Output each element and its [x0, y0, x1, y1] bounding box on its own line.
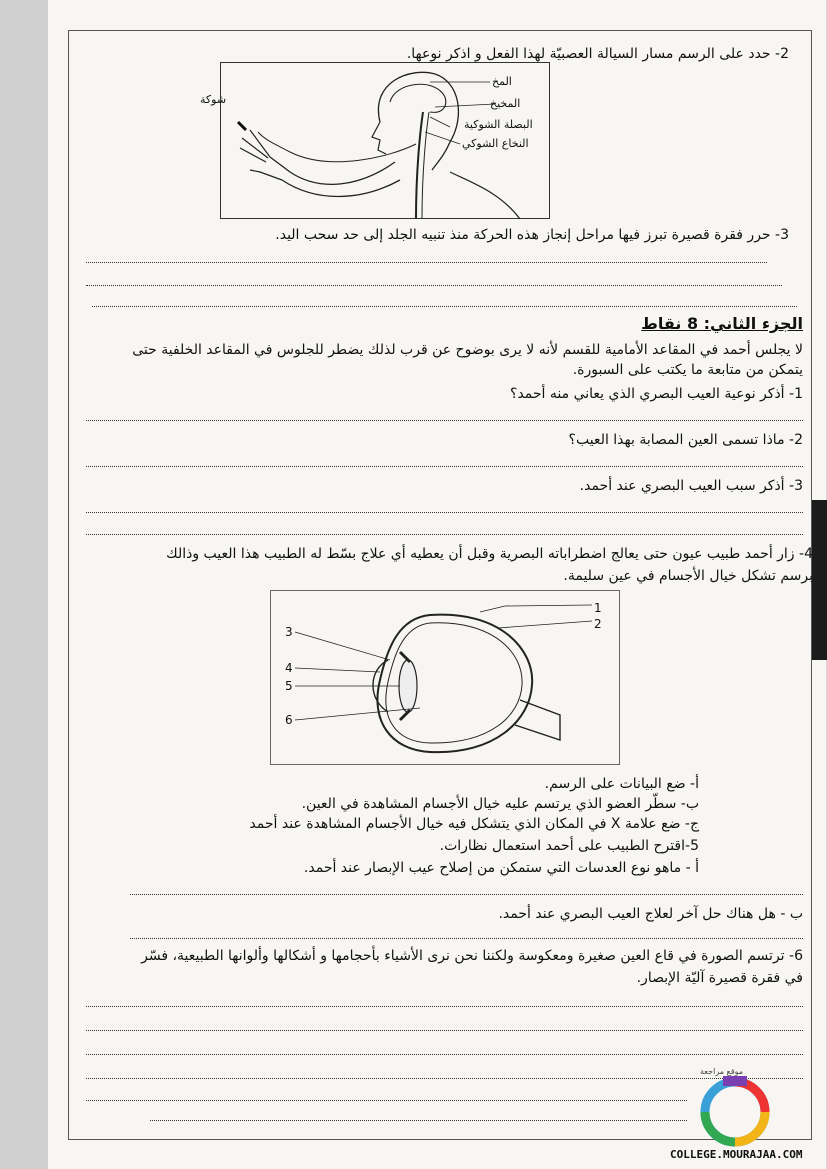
question-p6-line-2: في فقرة قصيرة آليّة الإبصار.	[636, 970, 803, 986]
answer-line	[86, 262, 767, 263]
eye-label-4: 4	[285, 661, 293, 675]
answer-line	[86, 1100, 687, 1101]
eye-label-2: 2	[594, 617, 602, 631]
label-brain: المخ	[492, 75, 512, 88]
answer-line	[86, 466, 803, 467]
label-shoka: شوكة	[200, 93, 227, 106]
answer-line	[86, 534, 803, 535]
question-p5a: أ - ماهو نوع العدسات التي ستمكن من إصلاح عيب الإبصار عند أحمد.	[303, 860, 699, 876]
question-p1: 1- أذكر نوعية العيب البصري الذي يعاني منه أحمد؟	[510, 386, 803, 402]
eye-label-3: 3	[285, 625, 293, 639]
eye-label-1: 1	[594, 601, 602, 615]
answer-line	[86, 420, 803, 421]
answer-line	[92, 306, 797, 307]
question-p4-line-2: برسم تشكل خيال الأجسام في عين سليمة.	[563, 568, 813, 584]
question-pb: ب- سطّر العضو الذي يرتسم عليه خيال الأجسام المشاهدة في العين.	[301, 796, 699, 812]
answer-line	[150, 1120, 687, 1121]
scan-edge-shadow	[812, 500, 827, 660]
answer-line	[86, 1006, 803, 1007]
question-p6-line-1: 6- ترتسم الصورة في قاع العين صغيرة ومعكوسة ولكننا نحن نرى الأشياء بأحجامها و أشكالها وألوانها الطبيعية، فسّر	[141, 948, 803, 964]
logo-caption: موقع مراجعة	[700, 1067, 744, 1076]
answer-line	[86, 285, 782, 286]
answer-line	[86, 1030, 803, 1031]
label-cerebellum: المخيخ	[490, 97, 521, 110]
intro-line-1: لا يجلس أحمد في المقاعد الأمامية للقسم لأنه لا يرى بوضوح عن قرب لذلك يضطر للجلوس في المقاعد الخلفية حتى	[132, 342, 803, 358]
question-pc: ج- ضع علامة X في المكان الذي يتشكل فيه خيال الأجسام المشاهدة عند أحمد	[249, 816, 699, 832]
intro-line-2: يتمكن من متابعة ما يكتب على السبورة.	[572, 362, 803, 378]
question-p3: 3- أذكر سبب العيب البصري عند أحمد.	[579, 478, 803, 494]
part-2-title: الجزء الثاني: 8 نقاط	[641, 314, 803, 333]
question-p5b: ب - هل هناك حل آخر لعلاج العيب البصري عند أحمد.	[498, 906, 803, 922]
site-logo	[688, 1070, 783, 1150]
question-p4-line-1: 4- زار أحمد طبيب عيون حتى يعالج اضطراباته البصرية وقبل أن يعطيه أي علاج بسّط له الطبيب هذا العيب وذالك	[166, 546, 813, 562]
question-2: 2- حدد على الرسم مسار السيالة العصبيّة لهذا الفعل و اذكر نوعها.	[406, 46, 789, 62]
label-spinal-cord: النخاع الشوكي	[462, 137, 529, 150]
answer-line	[86, 1054, 803, 1055]
scan-left-strip	[0, 0, 48, 1169]
question-p2: 2- ماذا تسمى العين المصابة بهذا العيب؟	[568, 432, 803, 448]
answer-line	[86, 512, 803, 513]
answer-line	[130, 938, 803, 939]
answer-line	[130, 894, 803, 895]
label-medulla: البصلة الشوكية	[464, 118, 533, 131]
eye-label-5: 5	[285, 679, 293, 693]
site-url[interactable]: COLLEGE.MOURAJAA.COM	[670, 1148, 803, 1161]
eye-diagram	[270, 590, 620, 765]
question-p5: 5-اقترح الطبيب على أحمد استعمال نظارات.	[439, 838, 699, 854]
question-3: 3- حرر فقرة قصيرة تبرز فيها مراحل إنجاز هذه الحركة منذ تنبيه الجلد إلى حد سحب اليد.	[275, 227, 789, 243]
question-pa: أ- ضع البيانات على الرسم.	[544, 776, 699, 792]
eye-label-6: 6	[285, 713, 293, 727]
